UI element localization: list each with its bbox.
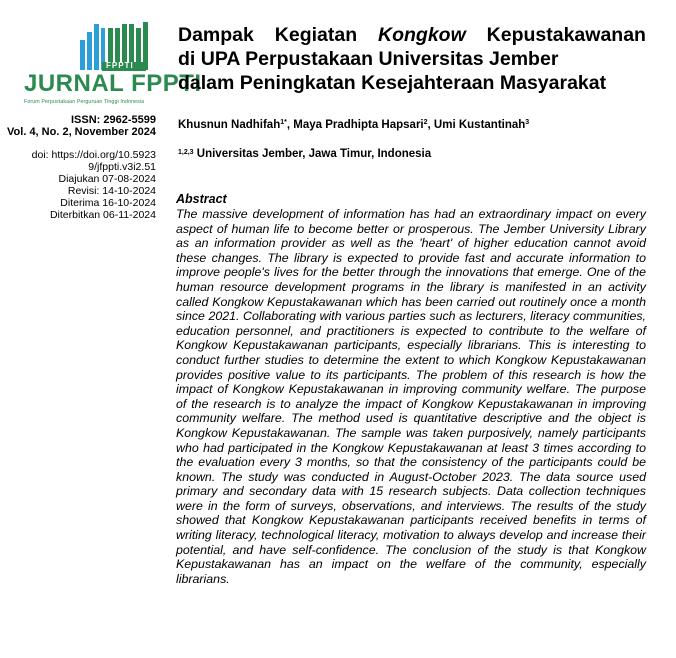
logo-tagline: Forum Perpustakaan Perguruan Tinggi Indonesia	[24, 99, 145, 105]
title-line-2: di UPA Perpustakaan Universitas Jember	[178, 48, 559, 70]
doi-line-1[interactable]: doi: https://doi.org/10.5923	[31, 149, 156, 161]
volume-info: Vol. 4, No. 2, November 2024	[7, 126, 156, 138]
title-line-1: Dampak Kegiatan Kongkow Kepustakawanan	[178, 24, 646, 46]
author-list: Khusnun Nadhifah$^{1*}$, Maya Pradhipta Hapsari$^2$, Umi Kustantinah$^3$	[178, 119, 530, 131]
date-submitted: Diajukan 07-08-2024	[58, 173, 156, 185]
author-1: Khusnun Nadhifah	[178, 119, 281, 131]
date-accepted: Diterima 16-10-2024	[60, 197, 156, 209]
logo-bars-graphic	[22, 18, 157, 78]
logo-badge: FPPTI	[106, 61, 134, 70]
issn: ISSN: 2962-5599	[71, 114, 156, 126]
title-line-3: dalam Peningkatan Kesejahteraan Masyarakat	[178, 72, 607, 94]
author-2: , Maya Pradhipta Hapsari	[286, 119, 424, 131]
abstract-heading: Abstract	[176, 192, 227, 206]
date-revised: Revisi: 14-10-2024	[67, 185, 156, 197]
affiliation: $^{1,2,3}$ Universitas Jember, Jawa Timur, Indonesia	[178, 148, 432, 160]
journal-logo	[22, 18, 202, 108]
abstract-body: The massive development of information has had an extraordinary impact on every aspect of human life to become better or prosperous. The Jember University Library as an information provider as well as the 'heart' of higher education cannot avoid these changes. The library is expected to provide fast and accurate information to improve people's lives for the better through the innovations that emerge. One of the human resource development programs in the library is manifested in an activity called Kongkow Kepustakawanan which has been carried out routinely once a month since 2021. Collaborating with various parties such as lecturers, literacy communities, education personnel, and practitioners is expected to contribute to the welfare of Kongkow Kepustakawanan participants, especially librarians. This is interesting to conduct further studies to determine the extent to which Kongkow Kepustakawanan provides positive value to its participants. The problem of this research is how the impact of Kongkow Kepustakawanan in improving community welfare. The purpose of the research is to analyze the impact of Kongkow Kepustakawanan in improving community welfare. The method used is quantitative descriptive and the object is Kongkow Kepustakawanan. The sample was taken purposively, namely participants who had participated in the Kongkow Kepustakawanan at least 3 times according to the evaluation every 3 months, so that the consistency of the participants could be known. The study was conducted in August-October 2023. The data source used primary and secondary data with 15 research subjects. Data collection techniques were in the form of surveys, observations, and interviews. The results of the study showed that Kongkow Kepustakawanan participants received benefits in terms of writing literacy, technological literacy, motivation to always develop and increase their potential, and have self-confidence. The conclusion of the study is that Kongkow Kepustakawanan has an impact on the welfare of the community, especially librarians.	[176, 207, 646, 586]
date-published: Diterbitkan 06-11-2024	[49, 209, 156, 221]
author-3: , Umi Kustantinah	[427, 119, 526, 131]
logo-title: JURNAL FPPTI	[24, 70, 202, 97]
doi-line-2[interactable]: 9/jfppti.v3i2.51	[88, 161, 156, 173]
article-title	[178, 23, 648, 95]
